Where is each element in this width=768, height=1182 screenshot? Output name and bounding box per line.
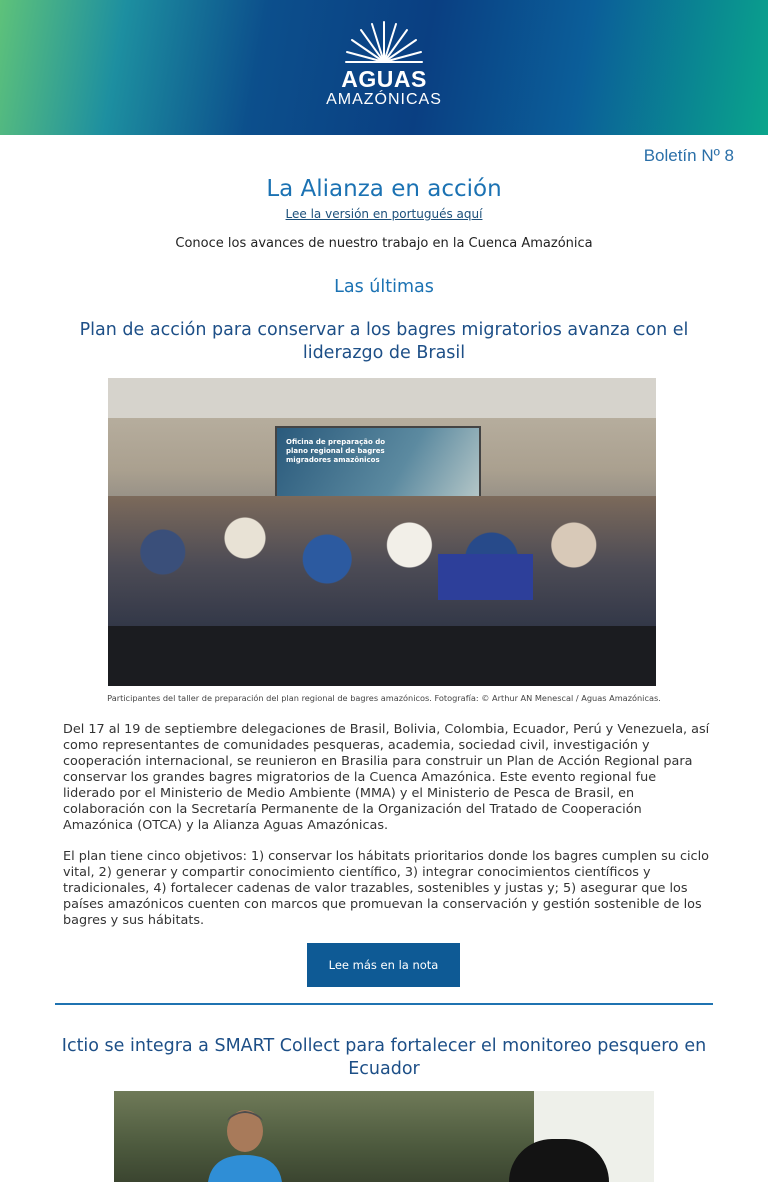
photo-chairs xyxy=(108,626,656,686)
photo-person xyxy=(200,1103,290,1182)
intro-text: Conoce los avances de nuestro trabajo en la Cuenca Amazónica xyxy=(175,236,593,251)
article2-photo[interactable] xyxy=(114,1091,654,1182)
article1-photo[interactable] xyxy=(108,378,656,686)
bulletin-number: Boletín Nº 8 xyxy=(643,146,734,165)
read-more-button[interactable]: Lee más en la nota xyxy=(307,943,460,987)
photo-ceiling xyxy=(108,378,656,418)
portuguese-version-link-wrap xyxy=(0,207,768,221)
section-divider xyxy=(55,1003,713,1005)
article1-title[interactable]: Plan de acción para conservar a los bagres migratorios avanza con el liderazgo de Brasil xyxy=(79,320,689,363)
logo-line-2: AMAZÓNICAS xyxy=(326,91,442,108)
portuguese-version-link[interactable]: Lee la versión en portugués aquí xyxy=(285,207,483,221)
article1-paragraph-1: Del 17 al 19 de septiembre delegaciones de Brasil, Bolivia, Colombia, Ecuador, Perú y Venezuela, así como representantes de comunidades pesqueras, academia, sociedad civil, investigación y cooperación internacional, se reunieron en Brasilia para construir un Plan de Acción Regional para conservar los grandes bagres migratorios de la Cuenca Amazónica. Este evento regional fue liderado por el Ministerio de Medio Ambiente (MMA) y el Ministerio de Pesca de Brasil, en colaboración con la Secretaría Permanente de la Organización del Tratado de Cooperación Amazónica (OTCA) y la Alianza Aguas Amazónicas. xyxy=(63,722,710,833)
photo-group xyxy=(108,496,656,636)
page-title: La Alianza en acción xyxy=(266,176,502,202)
tree-roots-icon xyxy=(344,18,424,64)
photo-flag xyxy=(438,554,533,600)
logo[interactable] xyxy=(0,18,768,110)
article1-paragraph-2: El plan tiene cinco objetivos: 1) conservar los hábitats prioritarios donde los bagres cumplen su ciclo vital, 2) generar y compartir conocimiento científico, 3) integrar conocimientos científicos y tradicionales, 4) fortalecer cadenas de valor trazables, sostenibles y justas y; 5) asegurar que los países amazónicos cuenten con marcos que promuevan la conservación y gestión sostenible de los bagres y sus hábitats. xyxy=(63,849,709,928)
photo-caption: Participantes del taller de preparación del plan regional de bagres amazónicos. Fotografía: © Arthur AN Menescal / Aguas Amazónicas. xyxy=(107,693,661,703)
section-title: Las últimas xyxy=(334,277,434,297)
photo-screen-text: Oficina de preparação do plano regional de bagres migradores amazônicos xyxy=(286,438,386,464)
photo-foliage xyxy=(114,1091,534,1182)
article2-title[interactable]: Ictio se integra a SMART Collect para fortalecer el monitoreo pesquero en Ecuador xyxy=(61,1036,707,1079)
logo-line-1: AGUAS xyxy=(341,66,427,92)
header-banner xyxy=(0,0,768,135)
